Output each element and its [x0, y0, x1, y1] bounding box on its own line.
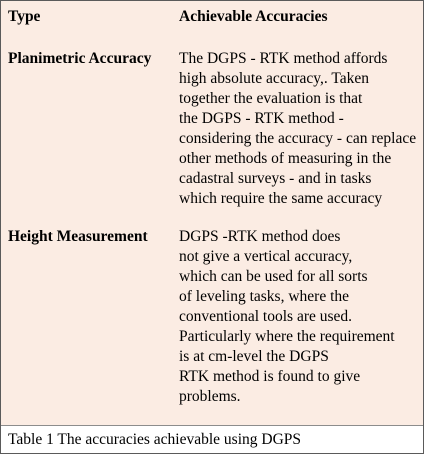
row-type-planimetric: Planimetric Accuracy: [8, 50, 152, 67]
table-caption: Table 1 The accuracies achievable using DGPS: [8, 431, 302, 448]
row-type-height: Height Measurement: [8, 228, 148, 245]
row-accuracy-height: DGPS -RTK method does not give a vertical accuracy, which can be used for all sorts of leveling tasks, where the conventional tools are used. Particularly where the requirement is at cm-level the DGPS RTK method is found to give problems.: [179, 228, 395, 405]
accuracy-table: [1, 1, 423, 426]
column-header-type: Type: [8, 8, 41, 25]
column-header-accuracies: Achievable Accuracies: [179, 8, 328, 25]
row-accuracy-planimetric: The DGPS - RTK method affords high absolute accuracy,. Taken together the evaluation is that the DGPS - RTK method - considering the accuracy - can replace other methods of measuring in the cadastral surveys - and in tasks which require the same accuracy: [179, 50, 417, 207]
